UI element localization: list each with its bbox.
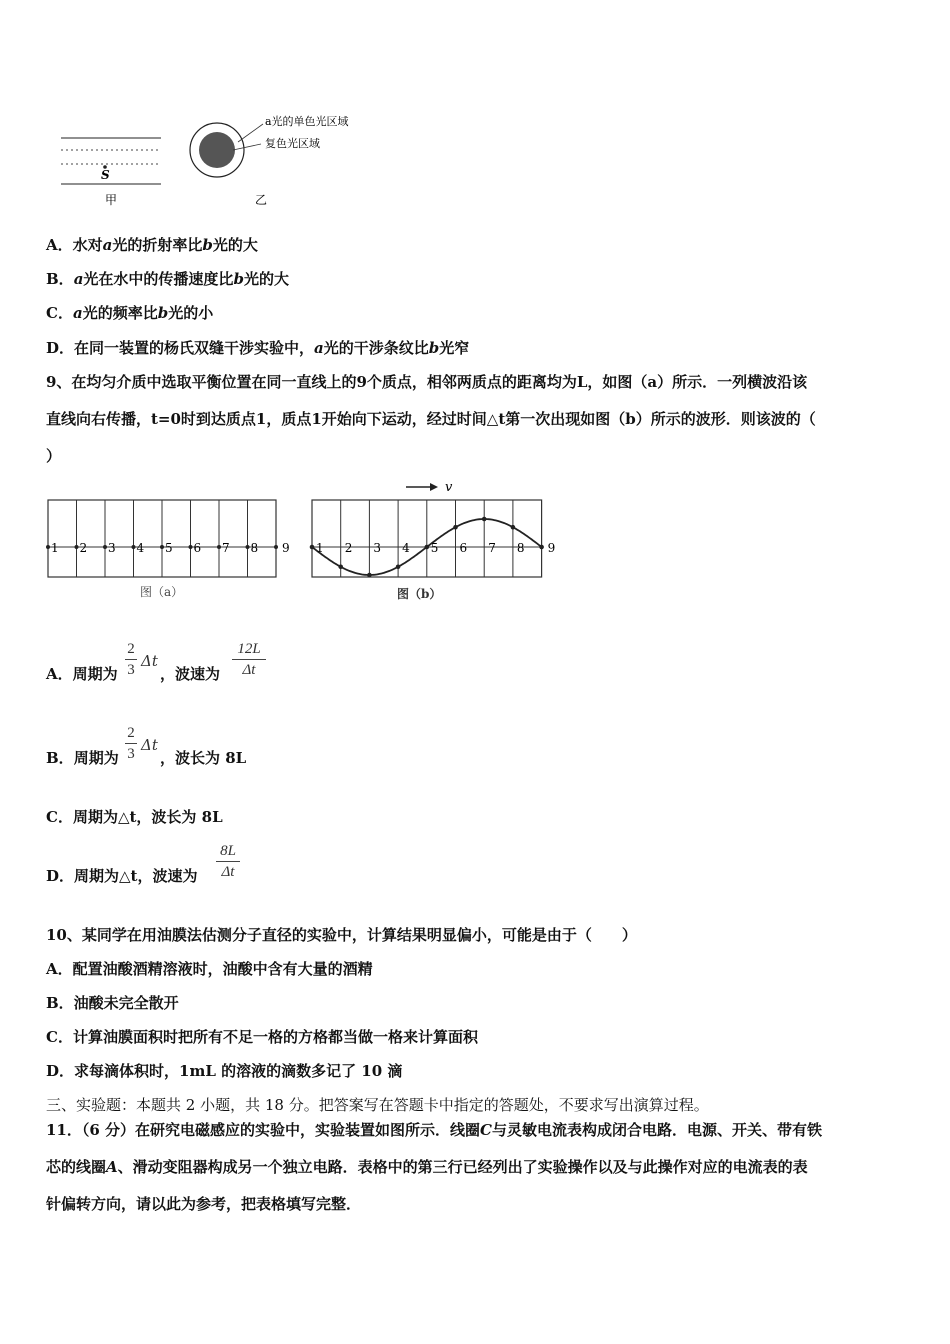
grid-a-point-label: 9: [282, 541, 290, 555]
grid-b-point-label: 6: [459, 541, 468, 555]
q10-option-c[interactable]: C．计算油膜面积时把所有不足一格的方格都当做一格来计算面积: [46, 1028, 478, 1046]
q9-b-period-delta: Δt: [141, 736, 158, 754]
grid-b-point-label: 2: [344, 541, 353, 555]
velocity-arrow: [406, 480, 453, 495]
q9-option-a[interactable]: A．周期为: [46, 665, 118, 683]
q9-option-b[interactable]: B．周期为: [46, 749, 119, 767]
q9-option-a-speed-label: ，波速为: [160, 665, 221, 683]
wave-point: [310, 545, 315, 550]
q9-a-period-fraction: 2 3: [125, 640, 137, 679]
q8-option-d[interactable]: D．在同一装置的杨氏双缝干涉实验中，a光的干涉条纹比b光窄: [46, 339, 470, 357]
grid-a-point: [75, 545, 79, 549]
q8-option-c[interactable]: C．a光的频率比b光的小: [46, 304, 214, 322]
wave-point: [396, 564, 401, 569]
label-mixed-region: 复色光区域: [265, 137, 320, 150]
grid-a-point: [160, 545, 164, 549]
q11-line1: 11．（6 分）在研究电磁感应的实验中，实验装置如图所示．线圈C与灵敏电流表构成闭合电路．电源、开关、带有铁: [46, 1121, 823, 1139]
grid-a-point: [132, 545, 136, 549]
grid-b-point-label: 3: [373, 541, 382, 555]
grid-a-point-label: 8: [250, 541, 259, 555]
wave-point: [367, 573, 372, 578]
velocity-label: v: [445, 480, 453, 495]
q9-d-speed-fraction: 8L Δt: [216, 842, 240, 881]
q9-stem-line1: 9、在均匀介质中选取平衡位置在同一直线上的9个质点，相邻两质点的距离均为L，如图（a）所示．一列横波沿该: [46, 373, 808, 391]
grid-b-point-label: 7: [488, 541, 496, 555]
grid-a-point-label: 5: [165, 541, 173, 555]
grid-a-point-label: 7: [222, 541, 230, 555]
q9-option-d[interactable]: D．周期为△t，波速为: [46, 867, 198, 885]
wave-point: [539, 545, 544, 550]
grid-a-point: [274, 545, 278, 549]
grid-a-point-label: 2: [79, 541, 88, 555]
figure-b-grid: [312, 500, 542, 577]
grid-b-point-label: 4: [402, 541, 410, 555]
grid-b-point-label: 5: [430, 541, 439, 555]
label-yi: 乙: [255, 193, 268, 207]
grid-a-point: [217, 545, 221, 549]
grid-a-point-label: 4: [136, 541, 145, 555]
wave-point: [482, 517, 487, 522]
grid-b-point-label: 9: [547, 541, 556, 555]
grid-a-point: [189, 545, 193, 549]
figure-q9: [40, 475, 580, 610]
q10-option-a[interactable]: A．配置油酸酒精溶液时，油酸中含有大量的酒精: [46, 960, 373, 978]
figure-jia: [61, 138, 161, 207]
grid-b-point-label: 1: [316, 541, 324, 555]
q10-option-b[interactable]: B．油酸未完全散开: [46, 994, 179, 1012]
figure-yi: [190, 114, 349, 207]
grid-a-point-label: 6: [193, 541, 202, 555]
q9-option-c[interactable]: C．周期为△t，波长为 8L: [46, 808, 223, 826]
grid-a-point-label: 3: [108, 541, 116, 555]
q11-line2: 芯的线圈A、滑动变阻器构成另一个独立电路．表格中的第三行已经列出了实验操作以及与此操作对应的电流表的表: [46, 1158, 808, 1176]
fig-b-caption: 图（b）: [397, 587, 442, 601]
q11-line3: 针偏转方向，请以此为参考，把表格填写完整．: [46, 1195, 362, 1213]
q9-stem-line2: 直线向右传播，t=0时到达质点1，质点1开始向下运动，经过时间△t第一次出现如图（b）所示的波形．则该波的（: [46, 410, 816, 428]
grid-a-point: [46, 545, 50, 549]
q9-b-period-fraction: 2 3: [125, 724, 137, 763]
q9-a-speed-fraction: 12L Δt: [232, 640, 266, 679]
wave-point: [338, 564, 343, 569]
figure-b-point-labels: [316, 541, 555, 555]
section3-header: 三、实验题：本题共 2 小题，共 18 分。把答案写在答题卡中指定的答题处，不要求写出演算过程。: [46, 1096, 709, 1114]
figure-a-grid: [46, 500, 278, 577]
q9-option-b-wavelength: ，波长为 8L: [160, 749, 247, 767]
grid-a-point: [246, 545, 250, 549]
wave-point: [453, 525, 458, 530]
q10-stem: 10、某同学在用油膜法估测分子直径的实验中，计算结果明显偏小，可能是由于（ ）: [46, 926, 637, 944]
q10-option-d[interactable]: D．求每滴体积时，1mL 的溶液的滴数多记了 10 滴: [46, 1062, 403, 1080]
label-a-region: a光的单色光区域: [265, 115, 349, 128]
figure-top: [55, 112, 375, 212]
grid-a-point: [103, 545, 107, 549]
q9-stem-line3: ）: [46, 447, 62, 465]
wave-point: [511, 525, 516, 530]
grid-b-point-label: 8: [516, 541, 525, 555]
grid-a-point-label: 1: [51, 541, 59, 555]
figure-a-point-labels: [51, 541, 290, 555]
source-label: S: [101, 168, 110, 182]
label-jia: 甲: [105, 193, 118, 207]
q8-option-b[interactable]: B．a光在水中的传播速度比b光的大: [46, 270, 289, 288]
wave-point: [425, 545, 430, 550]
fig-a-caption: 图（a）: [140, 585, 184, 599]
q8-option-a[interactable]: A．水对a光的折射率比b光的大: [46, 236, 258, 254]
q9-a-period-delta: Δt: [141, 652, 158, 670]
